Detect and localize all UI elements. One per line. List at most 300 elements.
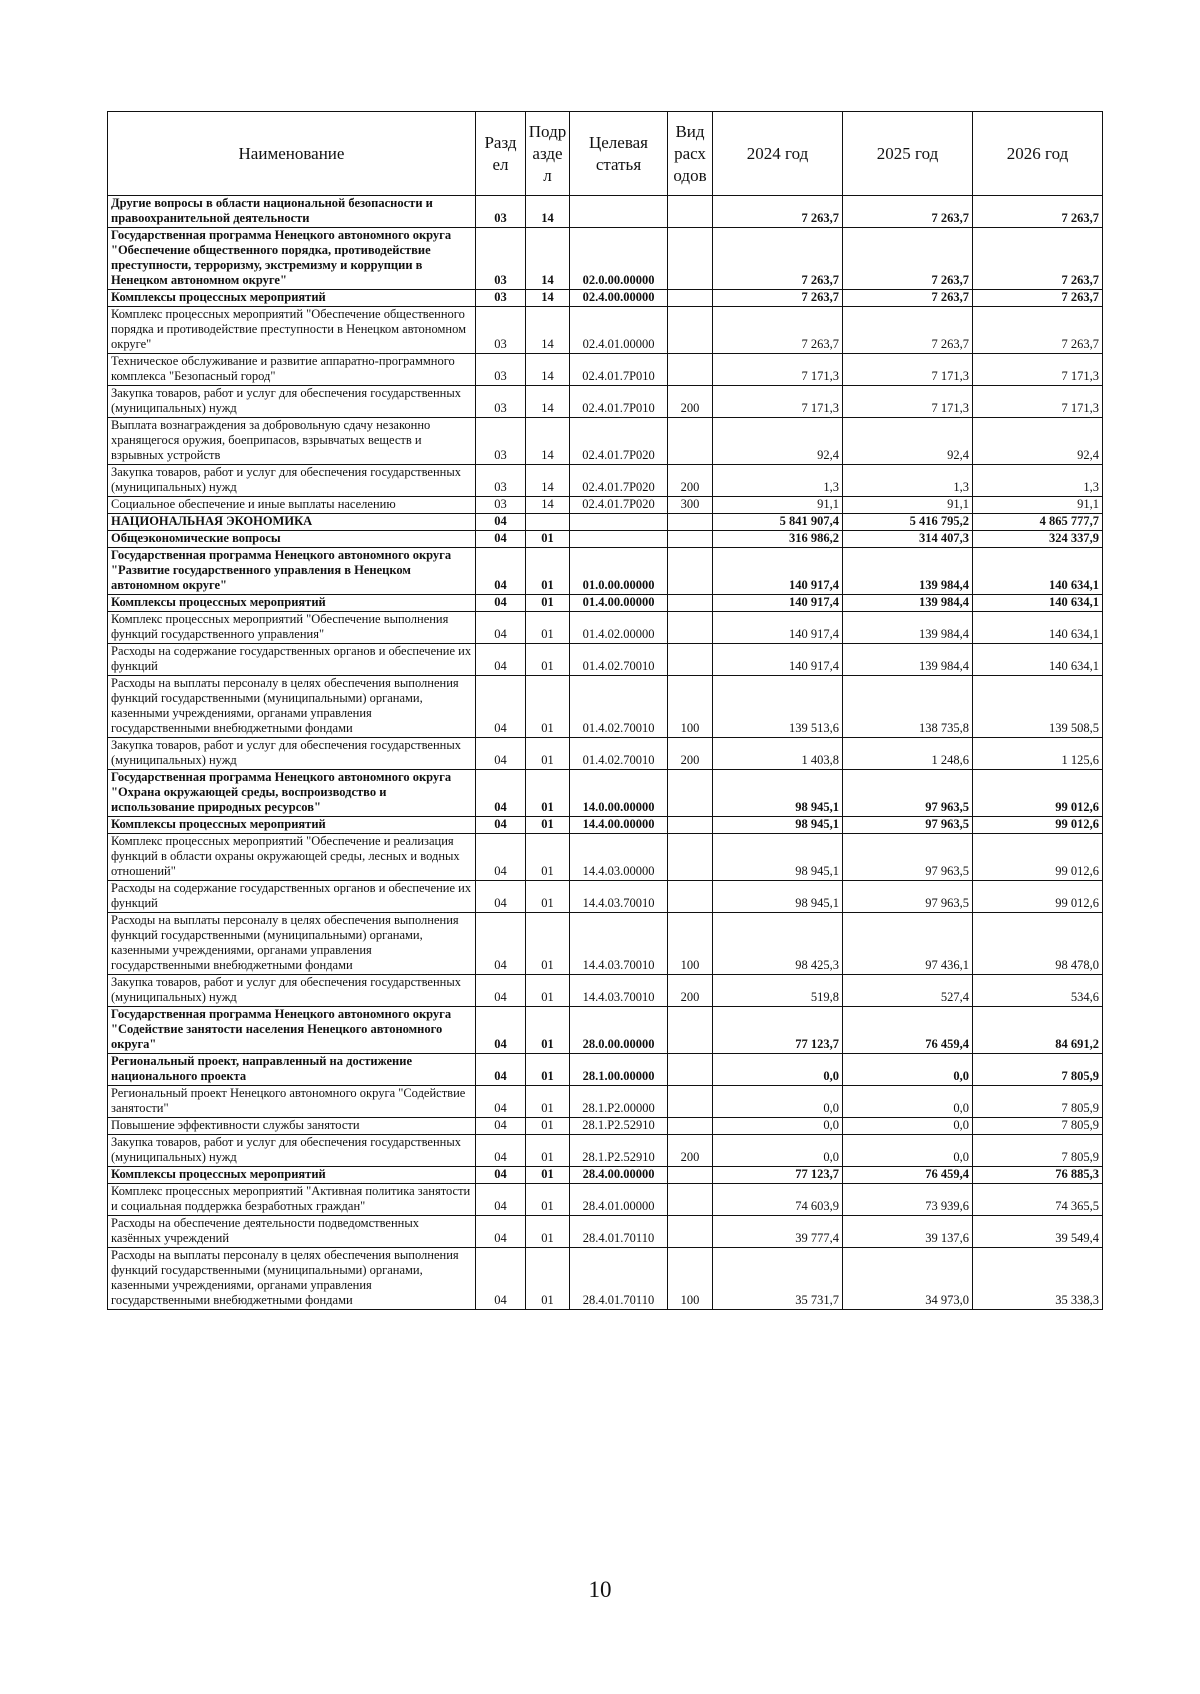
row-subsection-cell: 01 — [526, 612, 570, 644]
row-amount-2026-cell: 7 263,7 — [973, 307, 1103, 354]
row-expense-type-cell — [668, 1007, 713, 1054]
table-row — [108, 497, 1103, 514]
row-target-article-cell: 02.4.00.00000 — [570, 290, 668, 307]
row-expense-type-cell: 300 — [668, 497, 713, 514]
row-section-cell: 04 — [476, 1007, 526, 1054]
row-amount-2025-cell: 7 263,7 — [843, 307, 973, 354]
row-amount-2025-cell: 39 137,6 — [843, 1216, 973, 1248]
row-amount-2024-cell: 140 917,4 — [713, 595, 843, 612]
table-row — [108, 1248, 1103, 1310]
row-section-cell: 04 — [476, 644, 526, 676]
row-subsection-cell: 01 — [526, 548, 570, 595]
row-section-cell: 04 — [476, 1216, 526, 1248]
row-expense-type-cell — [668, 418, 713, 465]
row-amount-2025-cell: 0,0 — [843, 1054, 973, 1086]
row-amount-2026-cell: 74 365,5 — [973, 1184, 1103, 1216]
row-subsection-cell: 01 — [526, 1167, 570, 1184]
row-section-cell: 04 — [476, 595, 526, 612]
row-name-cell: Комплекс процессных мероприятий "Активная политика занятости и социальная поддержка безработных граждан" — [108, 1184, 476, 1216]
row-amount-2024-cell: 74 603,9 — [713, 1184, 843, 1216]
row-section-cell: 04 — [476, 531, 526, 548]
row-amount-2024-cell: 98 945,1 — [713, 770, 843, 817]
row-amount-2025-cell: 139 984,4 — [843, 612, 973, 644]
row-target-article-cell: 02.4.01.00000 — [570, 307, 668, 354]
table-row — [108, 1007, 1103, 1054]
row-target-article-cell: 02.0.00.00000 — [570, 228, 668, 290]
row-amount-2026-cell: 35 338,3 — [973, 1248, 1103, 1310]
row-name-cell: Расходы на содержание государственных органов и обеспечение их функций — [108, 881, 476, 913]
table-row — [108, 228, 1103, 290]
row-expense-type-cell — [668, 1118, 713, 1135]
row-target-article-cell: 14.4.03.00000 — [570, 834, 668, 881]
header-target-article: Целевая статья — [570, 112, 668, 196]
row-target-article-cell: 28.4.01.70110 — [570, 1248, 668, 1310]
row-amount-2025-cell: 139 984,4 — [843, 548, 973, 595]
row-expense-type-cell: 100 — [668, 676, 713, 738]
row-amount-2026-cell: 98 478,0 — [973, 913, 1103, 975]
row-section-cell: 03 — [476, 228, 526, 290]
row-name-cell: Региональный проект Ненецкого автономного округа "Содействие занятости" — [108, 1086, 476, 1118]
row-amount-2025-cell: 1 248,6 — [843, 738, 973, 770]
row-amount-2024-cell: 1,3 — [713, 465, 843, 497]
row-amount-2025-cell: 7 263,7 — [843, 290, 973, 307]
row-expense-type-cell: 200 — [668, 738, 713, 770]
row-section-cell: 04 — [476, 770, 526, 817]
row-subsection-cell: 01 — [526, 676, 570, 738]
row-name-cell: Закупка товаров, работ и услуг для обеспечения государственных (муниципальных) нужд — [108, 738, 476, 770]
row-amount-2025-cell: 76 459,4 — [843, 1007, 973, 1054]
row-amount-2025-cell: 139 984,4 — [843, 644, 973, 676]
row-name-cell: Расходы на выплаты персоналу в целях обеспечения выполнения функций государственными (муниципальными) органами, казенными учреждениями, органами управления государственными внебюджетными фондами — [108, 913, 476, 975]
row-section-cell: 03 — [476, 418, 526, 465]
table-row — [108, 531, 1103, 548]
row-name-cell: Комплексы процессных мероприятий — [108, 290, 476, 307]
row-section-cell: 03 — [476, 354, 526, 386]
row-subsection-cell: 01 — [526, 770, 570, 817]
row-expense-type-cell — [668, 290, 713, 307]
row-subsection-cell: 14 — [526, 196, 570, 228]
row-amount-2024-cell: 7 263,7 — [713, 290, 843, 307]
row-target-article-cell: 28.1.Р2.52910 — [570, 1118, 668, 1135]
row-amount-2024-cell: 98 945,1 — [713, 817, 843, 834]
row-amount-2024-cell: 0,0 — [713, 1135, 843, 1167]
row-section-cell: 04 — [476, 913, 526, 975]
row-target-article-cell: 14.4.03.70010 — [570, 975, 668, 1007]
row-amount-2026-cell: 99 012,6 — [973, 881, 1103, 913]
row-section-cell: 04 — [476, 676, 526, 738]
row-amount-2026-cell: 139 508,5 — [973, 676, 1103, 738]
row-expense-type-cell — [668, 1216, 713, 1248]
row-amount-2025-cell: 0,0 — [843, 1118, 973, 1135]
row-subsection-cell: 01 — [526, 834, 570, 881]
row-expense-type-cell: 200 — [668, 975, 713, 1007]
row-expense-type-cell — [668, 354, 713, 386]
row-name-cell: Повышение эффективности службы занятости — [108, 1118, 476, 1135]
row-expense-type-cell — [668, 595, 713, 612]
row-subsection-cell: 01 — [526, 1007, 570, 1054]
row-amount-2024-cell: 77 123,7 — [713, 1007, 843, 1054]
row-name-cell: Общеэкономические вопросы — [108, 531, 476, 548]
row-section-cell: 04 — [476, 514, 526, 531]
row-amount-2025-cell: 314 407,3 — [843, 531, 973, 548]
row-subsection-cell: 01 — [526, 644, 570, 676]
row-subsection-cell: 01 — [526, 817, 570, 834]
row-name-cell: Комплекс процессных мероприятий "Обеспечение и реализация функций в области охраны окружающей среды, лесных и водных отношений" — [108, 834, 476, 881]
row-target-article-cell: 28.4.00.00000 — [570, 1167, 668, 1184]
row-target-article-cell — [570, 531, 668, 548]
row-amount-2025-cell: 97 963,5 — [843, 881, 973, 913]
row-target-article-cell: 14.0.00.00000 — [570, 770, 668, 817]
row-section-cell: 03 — [476, 497, 526, 514]
table-row — [108, 1216, 1103, 1248]
row-name-cell: Закупка товаров, работ и услуг для обеспечения государственных (муниципальных) нужд — [108, 465, 476, 497]
page-number: 10 — [588, 1577, 612, 1602]
row-amount-2025-cell: 34 973,0 — [843, 1248, 973, 1310]
row-subsection-cell: 14 — [526, 465, 570, 497]
row-subsection-cell: 01 — [526, 1248, 570, 1310]
row-target-article-cell: 02.4.01.7Р010 — [570, 386, 668, 418]
table-row — [108, 290, 1103, 307]
row-expense-type-cell: 100 — [668, 913, 713, 975]
row-amount-2025-cell: 97 963,5 — [843, 817, 973, 834]
row-name-cell: Закупка товаров, работ и услуг для обеспечения государственных (муниципальных) нужд — [108, 386, 476, 418]
table-body — [108, 196, 1103, 1310]
row-amount-2026-cell: 7 805,9 — [973, 1135, 1103, 1167]
table-header-row — [108, 112, 1103, 196]
row-expense-type-cell — [668, 1054, 713, 1086]
row-amount-2026-cell: 7 263,7 — [973, 196, 1103, 228]
row-amount-2024-cell: 139 513,6 — [713, 676, 843, 738]
row-amount-2025-cell: 138 735,8 — [843, 676, 973, 738]
row-section-cell: 03 — [476, 307, 526, 354]
row-amount-2025-cell: 91,1 — [843, 497, 973, 514]
row-section-cell: 04 — [476, 1184, 526, 1216]
table-row — [108, 913, 1103, 975]
header-year-2024: 2024 год — [713, 112, 843, 196]
row-name-cell: Техническое обслуживание и развитие аппаратно-программного комплекса "Безопасный город" — [108, 354, 476, 386]
row-amount-2024-cell: 7 263,7 — [713, 307, 843, 354]
row-amount-2024-cell: 7 171,3 — [713, 386, 843, 418]
row-amount-2024-cell: 98 945,1 — [713, 881, 843, 913]
row-amount-2024-cell: 0,0 — [713, 1054, 843, 1086]
row-amount-2024-cell: 7 171,3 — [713, 354, 843, 386]
row-expense-type-cell — [668, 834, 713, 881]
row-name-cell: Государственная программа Ненецкого автономного округа "Охрана окружающей среды, воспроизводство и использование природных ресурсов" — [108, 770, 476, 817]
row-expense-type-cell — [668, 548, 713, 595]
row-amount-2025-cell: 7 263,7 — [843, 196, 973, 228]
row-amount-2026-cell: 39 549,4 — [973, 1216, 1103, 1248]
row-amount-2024-cell: 0,0 — [713, 1086, 843, 1118]
row-amount-2025-cell: 7 171,3 — [843, 386, 973, 418]
row-amount-2024-cell: 316 986,2 — [713, 531, 843, 548]
row-amount-2026-cell: 91,1 — [973, 497, 1103, 514]
row-section-cell: 03 — [476, 465, 526, 497]
row-target-article-cell: 01.4.02.00000 — [570, 612, 668, 644]
row-amount-2024-cell: 92,4 — [713, 418, 843, 465]
row-expense-type-cell — [668, 817, 713, 834]
row-target-article-cell: 28.4.01.00000 — [570, 1184, 668, 1216]
row-target-article-cell: 14.4.03.70010 — [570, 913, 668, 975]
header-year-2025: 2025 год — [843, 112, 973, 196]
row-subsection-cell: 01 — [526, 531, 570, 548]
row-subsection-cell: 01 — [526, 738, 570, 770]
row-name-cell: Государственная программа Ненецкого автономного округа "Обеспечение общественного порядка, противодействие преступности, терроризму, экстремизму и коррупции в Ненецком автономном округе" — [108, 228, 476, 290]
row-amount-2026-cell: 140 634,1 — [973, 644, 1103, 676]
row-subsection-cell: 01 — [526, 1054, 570, 1086]
row-amount-2025-cell: 527,4 — [843, 975, 973, 1007]
row-amount-2025-cell: 7 171,3 — [843, 354, 973, 386]
row-expense-type-cell — [668, 307, 713, 354]
row-name-cell: Комплекс процессных мероприятий "Обеспечение выполнения функций государственного управления" — [108, 612, 476, 644]
row-amount-2026-cell: 140 634,1 — [973, 595, 1103, 612]
row-name-cell: Расходы на содержание государственных органов и обеспечение их функций — [108, 644, 476, 676]
row-subsection-cell: 01 — [526, 1216, 570, 1248]
row-section-cell: 04 — [476, 1248, 526, 1310]
row-amount-2024-cell: 1 403,8 — [713, 738, 843, 770]
row-target-article-cell: 02.4.01.7Р020 — [570, 497, 668, 514]
row-name-cell: Расходы на выплаты персоналу в целях обеспечения выполнения функций государственными (муниципальными) органами, казенными учреждениями, органами управления государственными внебюджетными фондами — [108, 1248, 476, 1310]
row-section-cell: 04 — [476, 1054, 526, 1086]
row-name-cell: Региональный проект, направленный на достижение национального проекта — [108, 1054, 476, 1086]
row-amount-2024-cell: 35 731,7 — [713, 1248, 843, 1310]
row-amount-2025-cell: 139 984,4 — [843, 595, 973, 612]
row-amount-2025-cell: 92,4 — [843, 418, 973, 465]
row-section-cell: 04 — [476, 975, 526, 1007]
row-section-cell: 04 — [476, 881, 526, 913]
table-row — [108, 1054, 1103, 1086]
header-section: Разд ел — [476, 112, 526, 196]
row-amount-2025-cell: 5 416 795,2 — [843, 514, 973, 531]
row-section-cell: 04 — [476, 548, 526, 595]
row-section-cell: 04 — [476, 1167, 526, 1184]
row-amount-2026-cell: 76 885,3 — [973, 1167, 1103, 1184]
row-target-article-cell: 14.4.03.70010 — [570, 881, 668, 913]
row-section-cell: 03 — [476, 386, 526, 418]
row-target-article-cell: 28.4.01.70110 — [570, 1216, 668, 1248]
row-target-article-cell: 02.4.01.7Р020 — [570, 418, 668, 465]
row-subsection-cell: 14 — [526, 386, 570, 418]
row-amount-2024-cell: 140 917,4 — [713, 644, 843, 676]
row-name-cell: Расходы на обеспечение деятельности подведомственных казённых учреждений — [108, 1216, 476, 1248]
header-expense-type: Вид расх одов — [668, 112, 713, 196]
row-section-cell: 04 — [476, 612, 526, 644]
row-target-article-cell: 01.4.02.70010 — [570, 738, 668, 770]
row-expense-type-cell — [668, 1086, 713, 1118]
row-amount-2025-cell: 1,3 — [843, 465, 973, 497]
row-amount-2025-cell: 97 963,5 — [843, 770, 973, 817]
row-name-cell: Комплексы процессных мероприятий — [108, 817, 476, 834]
row-section-cell: 04 — [476, 1135, 526, 1167]
row-subsection-cell: 14 — [526, 497, 570, 514]
row-target-article-cell — [570, 514, 668, 531]
row-subsection-cell: 01 — [526, 1118, 570, 1135]
row-name-cell: Другие вопросы в области национальной безопасности и правоохранительной деятельности — [108, 196, 476, 228]
row-expense-type-cell — [668, 1184, 713, 1216]
row-amount-2026-cell: 84 691,2 — [973, 1007, 1103, 1054]
row-amount-2026-cell: 7 805,9 — [973, 1086, 1103, 1118]
row-expense-type-cell — [668, 770, 713, 817]
row-target-article-cell: 01.4.00.00000 — [570, 595, 668, 612]
row-amount-2026-cell: 324 337,9 — [973, 531, 1103, 548]
table-row — [108, 738, 1103, 770]
row-amount-2026-cell: 7 263,7 — [973, 228, 1103, 290]
row-target-article-cell: 28.1.Р2.00000 — [570, 1086, 668, 1118]
row-section-cell: 03 — [476, 196, 526, 228]
table-row — [108, 354, 1103, 386]
row-amount-2025-cell: 76 459,4 — [843, 1167, 973, 1184]
table-row — [108, 1118, 1103, 1135]
row-subsection-cell: 14 — [526, 354, 570, 386]
row-expense-type-cell — [668, 1167, 713, 1184]
row-target-article-cell: 28.0.00.00000 — [570, 1007, 668, 1054]
row-target-article-cell: 01.0.00.00000 — [570, 548, 668, 595]
row-target-article-cell: 01.4.02.70010 — [570, 676, 668, 738]
row-amount-2025-cell: 0,0 — [843, 1086, 973, 1118]
table-row — [108, 307, 1103, 354]
row-amount-2025-cell: 97 963,5 — [843, 834, 973, 881]
row-subsection-cell: 01 — [526, 1086, 570, 1118]
row-amount-2025-cell: 73 939,6 — [843, 1184, 973, 1216]
row-subsection-cell: 01 — [526, 881, 570, 913]
row-amount-2026-cell: 99 012,6 — [973, 834, 1103, 881]
table-row — [108, 834, 1103, 881]
budget-table — [107, 111, 1103, 1310]
row-amount-2026-cell: 1 125,6 — [973, 738, 1103, 770]
row-amount-2024-cell: 91,1 — [713, 497, 843, 514]
row-amount-2026-cell: 7 805,9 — [973, 1118, 1103, 1135]
row-amount-2024-cell: 98 425,3 — [713, 913, 843, 975]
row-expense-type-cell — [668, 196, 713, 228]
row-amount-2026-cell: 7 805,9 — [973, 1054, 1103, 1086]
row-subsection-cell: 01 — [526, 1184, 570, 1216]
table-row — [108, 514, 1103, 531]
row-amount-2026-cell: 92,4 — [973, 418, 1103, 465]
row-expense-type-cell — [668, 514, 713, 531]
row-subsection-cell: 14 — [526, 418, 570, 465]
row-amount-2025-cell: 0,0 — [843, 1135, 973, 1167]
row-expense-type-cell — [668, 881, 713, 913]
row-name-cell: НАЦИОНАЛЬНАЯ ЭКОНОМИКА — [108, 514, 476, 531]
header-name: Наименование — [108, 112, 476, 196]
row-name-cell: Комплекс процессных мероприятий "Обеспечение общественного порядка и противодействие преступности в Ненецком автономном округе" — [108, 307, 476, 354]
row-expense-type-cell — [668, 644, 713, 676]
row-amount-2024-cell: 140 917,4 — [713, 612, 843, 644]
row-subsection-cell: 01 — [526, 913, 570, 975]
table-row — [108, 881, 1103, 913]
table-row — [108, 975, 1103, 1007]
table-row — [108, 548, 1103, 595]
table-row — [108, 676, 1103, 738]
row-expense-type-cell — [668, 228, 713, 290]
row-name-cell: Государственная программа Ненецкого автономного округа "Содействие занятости населения Ненецкого автономного округа" — [108, 1007, 476, 1054]
row-subsection-cell: 01 — [526, 1135, 570, 1167]
row-amount-2026-cell: 99 012,6 — [973, 817, 1103, 834]
row-name-cell: Социальное обеспечение и иные выплаты населению — [108, 497, 476, 514]
row-target-article-cell — [570, 196, 668, 228]
row-amount-2026-cell: 534,6 — [973, 975, 1103, 1007]
row-target-article-cell: 01.4.02.70010 — [570, 644, 668, 676]
row-amount-2026-cell: 1,3 — [973, 465, 1103, 497]
table-row — [108, 196, 1103, 228]
row-amount-2024-cell: 519,8 — [713, 975, 843, 1007]
table-row — [108, 612, 1103, 644]
row-amount-2024-cell: 7 263,7 — [713, 228, 843, 290]
row-amount-2026-cell: 7 171,3 — [973, 354, 1103, 386]
table-row — [108, 644, 1103, 676]
row-section-cell: 04 — [476, 834, 526, 881]
row-expense-type-cell — [668, 612, 713, 644]
row-amount-2026-cell: 7 263,7 — [973, 290, 1103, 307]
row-name-cell: Выплата вознаграждения за добровольную сдачу незаконно хранящегося оружия, боеприпасов, взрывчатых веществ и взрывных устройств — [108, 418, 476, 465]
row-amount-2024-cell: 98 945,1 — [713, 834, 843, 881]
row-name-cell: Комплексы процессных мероприятий — [108, 595, 476, 612]
row-amount-2026-cell: 99 012,6 — [973, 770, 1103, 817]
row-amount-2025-cell: 7 263,7 — [843, 228, 973, 290]
row-subsection-cell: 01 — [526, 595, 570, 612]
row-amount-2024-cell: 0,0 — [713, 1118, 843, 1135]
row-section-cell: 03 — [476, 290, 526, 307]
row-amount-2026-cell: 7 171,3 — [973, 386, 1103, 418]
row-section-cell: 04 — [476, 817, 526, 834]
row-name-cell: Закупка товаров, работ и услуг для обеспечения государственных (муниципальных) нужд — [108, 1135, 476, 1167]
row-expense-type-cell: 100 — [668, 1248, 713, 1310]
table-row — [108, 595, 1103, 612]
row-expense-type-cell — [668, 531, 713, 548]
row-target-article-cell: 02.4.01.7Р020 — [570, 465, 668, 497]
row-target-article-cell: 28.1.Р2.52910 — [570, 1135, 668, 1167]
row-target-article-cell: 02.4.01.7Р010 — [570, 354, 668, 386]
row-name-cell: Закупка товаров, работ и услуг для обеспечения государственных (муниципальных) нужд — [108, 975, 476, 1007]
row-amount-2026-cell: 4 865 777,7 — [973, 514, 1103, 531]
table-row — [108, 386, 1103, 418]
row-expense-type-cell: 200 — [668, 1135, 713, 1167]
table-row — [108, 1135, 1103, 1167]
row-target-article-cell: 14.4.00.00000 — [570, 817, 668, 834]
row-subsection-cell: 14 — [526, 307, 570, 354]
row-expense-type-cell: 200 — [668, 465, 713, 497]
header-subsection: Подр азде л — [526, 112, 570, 196]
table-row — [108, 770, 1103, 817]
table-row — [108, 418, 1103, 465]
row-amount-2026-cell: 140 634,1 — [973, 612, 1103, 644]
row-amount-2024-cell: 7 263,7 — [713, 196, 843, 228]
row-name-cell: Расходы на выплаты персоналу в целях обеспечения выполнения функций государственными (муниципальными) органами, казенными учреждениями, органами управления государственными внебюджетными фондами — [108, 676, 476, 738]
row-amount-2025-cell: 97 436,1 — [843, 913, 973, 975]
row-amount-2024-cell: 77 123,7 — [713, 1167, 843, 1184]
row-section-cell: 04 — [476, 1086, 526, 1118]
table-row — [108, 1184, 1103, 1216]
row-section-cell: 04 — [476, 738, 526, 770]
row-section-cell: 04 — [476, 1118, 526, 1135]
row-name-cell: Государственная программа Ненецкого автономного округа "Развитие государственного управления в Ненецком автономном округе" — [108, 548, 476, 595]
row-amount-2024-cell: 39 777,4 — [713, 1216, 843, 1248]
table-row — [108, 1167, 1103, 1184]
table-row — [108, 817, 1103, 834]
row-target-article-cell: 28.1.00.00000 — [570, 1054, 668, 1086]
row-subsection-cell: 14 — [526, 228, 570, 290]
table-row — [108, 465, 1103, 497]
row-amount-2026-cell: 140 634,1 — [973, 548, 1103, 595]
row-subsection-cell — [526, 514, 570, 531]
row-expense-type-cell: 200 — [668, 386, 713, 418]
table-row — [108, 1086, 1103, 1118]
row-amount-2024-cell: 5 841 907,4 — [713, 514, 843, 531]
row-subsection-cell: 01 — [526, 975, 570, 1007]
row-name-cell: Комплексы процессных мероприятий — [108, 1167, 476, 1184]
header-year-2026: 2026 год — [973, 112, 1103, 196]
row-amount-2024-cell: 140 917,4 — [713, 548, 843, 595]
row-subsection-cell: 14 — [526, 290, 570, 307]
